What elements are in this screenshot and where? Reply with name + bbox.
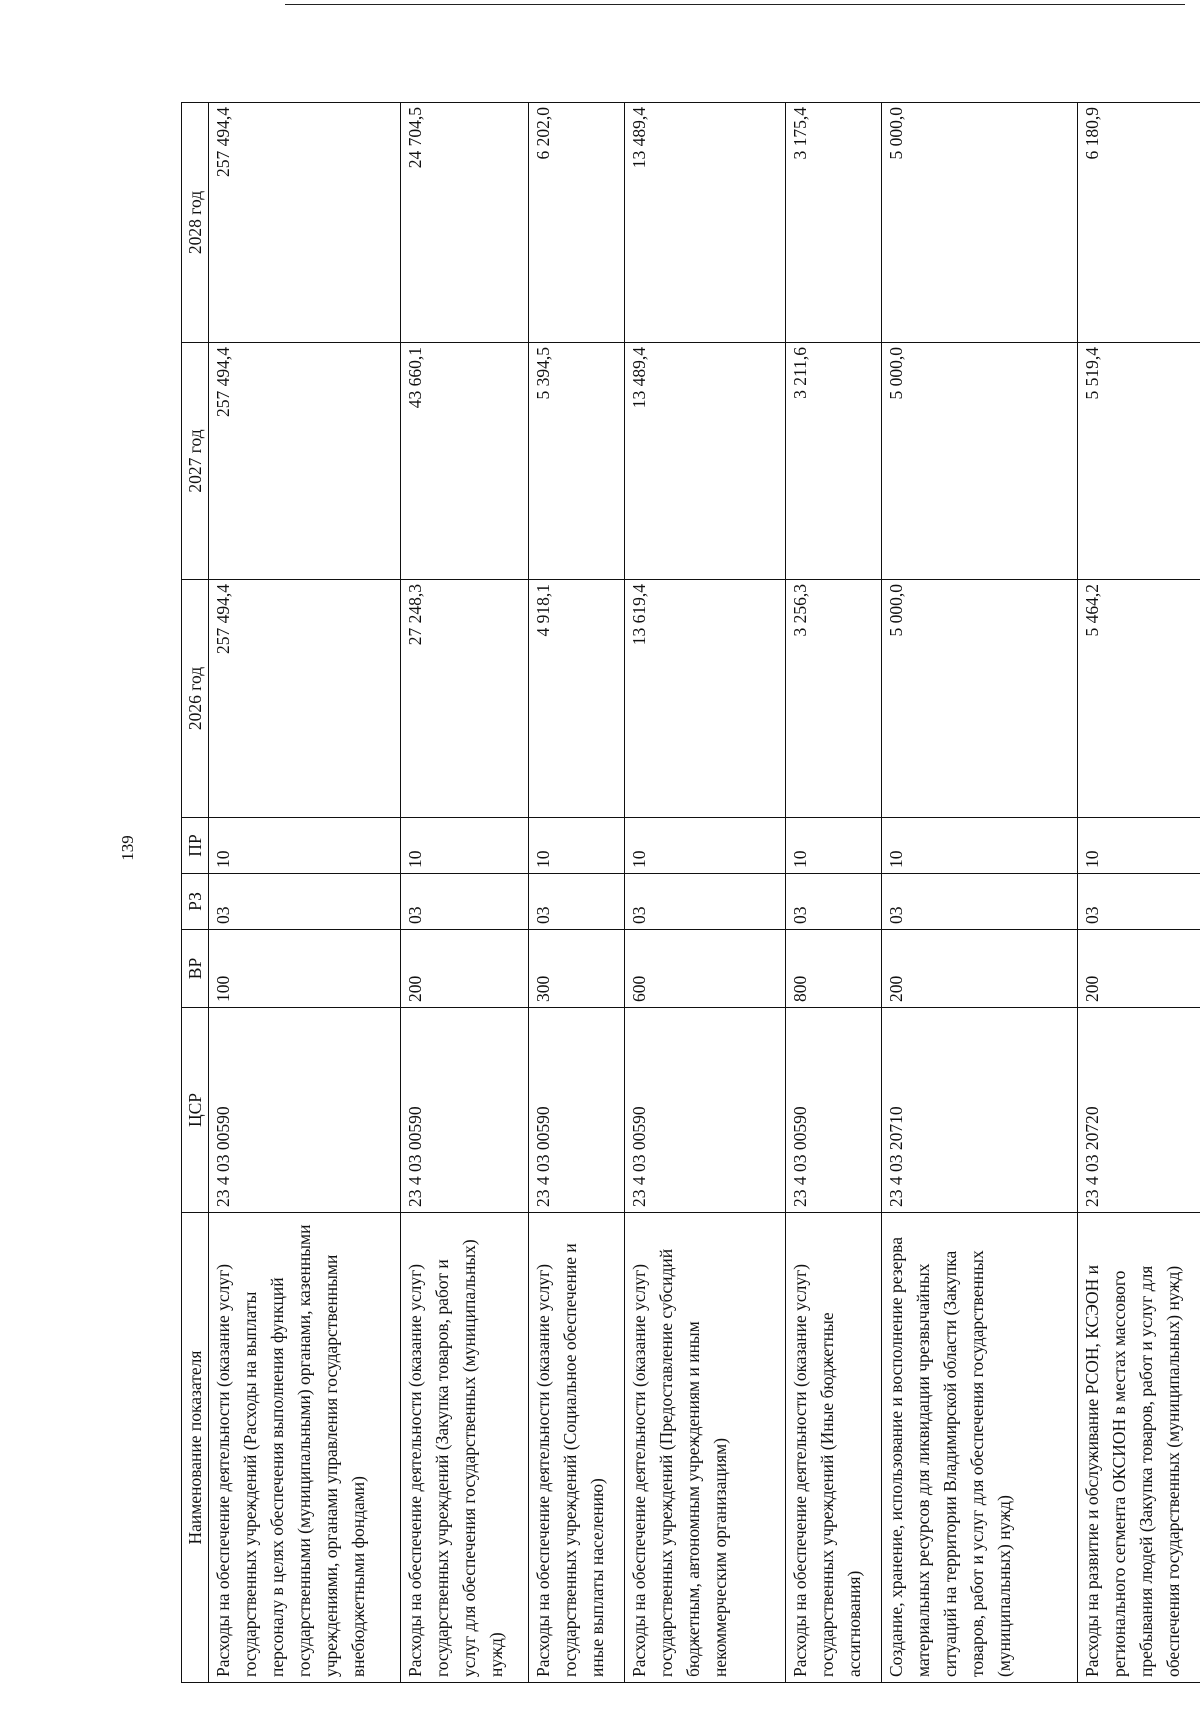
- header-rz: РЗ: [182, 874, 209, 930]
- cell-pr: 10: [401, 818, 529, 874]
- cell-2027: 3 211,6: [785, 343, 881, 580]
- cell-2028: 24 704,5: [401, 103, 529, 343]
- table-row: [529, 103, 625, 1683]
- cell-pr: 10: [785, 818, 881, 874]
- cell-2026: 13 619,4: [625, 580, 785, 818]
- header-2028: 2028 год: [182, 103, 209, 343]
- cell-name: Расходы на обеспечение деятельности (оказание услуг) государственных учреждений (Социальное обеспечение и иные выплаты населению): [529, 1213, 625, 1683]
- table-row: [881, 103, 1078, 1683]
- cell-rz: 03: [209, 874, 401, 930]
- cell-rz: 03: [529, 874, 625, 930]
- cell-csr: 23 4 03 00590: [529, 1008, 625, 1213]
- cell-2027: 5 394,5: [529, 343, 625, 580]
- header-name: Наименование показателя: [182, 1213, 209, 1683]
- cell-pr: 10: [625, 818, 785, 874]
- cell-pr: 10: [1078, 818, 1200, 874]
- cell-rz: 03: [785, 874, 881, 930]
- cell-csr: 23 4 03 20720: [1078, 1008, 1200, 1213]
- cell-name: Расходы на обеспечение деятельности (оказание услуг) государственных учреждений (Закупка товаров, работ и услуг для обеспечения государственных (муниципальных) нужд): [401, 1213, 529, 1683]
- cell-csr: 23 4 03 00590: [209, 1008, 401, 1213]
- cell-pr: 10: [529, 818, 625, 874]
- cell-csr: 23 4 03 20710: [881, 1008, 1078, 1213]
- cell-2026: 5 000,0: [881, 580, 1078, 818]
- top-rule: [285, 4, 1185, 5]
- cell-2026: 3 256,3: [785, 580, 881, 818]
- cell-vr: 200: [401, 930, 529, 1008]
- cell-vr: 800: [785, 930, 881, 1008]
- cell-vr: 200: [1078, 930, 1200, 1008]
- cell-name: Расходы на развитие и обслуживание РСОН, КСЭОН и регионального сегмента ОКСИОН в местах массового пребывания людей (Закупка товаров, работ и услуг для обеспечения государственных (муниципальных) нужд): [1078, 1213, 1200, 1683]
- cell-2028: 3 175,4: [785, 103, 881, 343]
- header-2026: 2026 год: [182, 580, 209, 818]
- header-vr: ВР: [182, 930, 209, 1008]
- cell-rz: 03: [881, 874, 1078, 930]
- table-row: [625, 103, 785, 1683]
- header-2027: 2027 год: [182, 343, 209, 580]
- cell-name: Расходы на обеспечение деятельности (оказание услуг) государственных учреждений (Предоставление субсидий бюджетным, автономным учреждениям и иным некоммерческим организациям): [625, 1213, 785, 1683]
- cell-pr: 10: [209, 818, 401, 874]
- cell-2028: 257 494,4: [209, 103, 401, 343]
- cell-csr: 23 4 03 00590: [785, 1008, 881, 1213]
- cell-rz: 03: [1078, 874, 1200, 930]
- table-row: [401, 103, 529, 1683]
- cell-2028: 6 202,0: [529, 103, 625, 343]
- header-pr: ПР: [182, 818, 209, 874]
- cell-2028: 6 180,9: [1078, 103, 1200, 343]
- table-row: [1078, 103, 1200, 1683]
- cell-csr: 23 4 03 00590: [401, 1008, 529, 1213]
- cell-csr: 23 4 03 00590: [625, 1008, 785, 1213]
- cell-2027: 5 000,0: [881, 343, 1078, 580]
- cell-2027: 257 494,4: [209, 343, 401, 580]
- cell-2027: 5 519,4: [1078, 343, 1200, 580]
- table-row: [209, 103, 401, 1683]
- cell-pr: 10: [881, 818, 1078, 874]
- header-csr: ЦСР: [182, 1008, 209, 1213]
- cell-rz: 03: [401, 874, 529, 930]
- cell-vr: 200: [881, 930, 1078, 1008]
- cell-2027: 13 489,4: [625, 343, 785, 580]
- cell-vr: 300: [529, 930, 625, 1008]
- cell-2026: 4 918,1: [529, 580, 625, 818]
- budget-table-container: [181, 103, 1200, 1683]
- cell-2028: 13 489,4: [625, 103, 785, 343]
- table-header-row: [182, 103, 209, 1683]
- cell-name: Расходы на обеспечение деятельности (оказание услуг) государственных учреждений (Иные бюджетные ассигнования): [785, 1213, 881, 1683]
- cell-name: Расходы на обеспечение деятельности (оказание услуг) государственных учреждений (Расходы на выплаты персоналу в целях обеспечения выполнения функций государственными (муниципальными) органами, казенными учреждениями, органами управления государственными внебюджетными фондами): [209, 1213, 401, 1683]
- cell-vr: 600: [625, 930, 785, 1008]
- cell-vr: 100: [209, 930, 401, 1008]
- cell-2026: 5 464,2: [1078, 580, 1200, 818]
- cell-2026: 27 248,3: [401, 580, 529, 818]
- cell-2027: 43 660,1: [401, 343, 529, 580]
- cell-2028: 5 000,0: [881, 103, 1078, 343]
- page-number: 139: [118, 835, 137, 861]
- table-row: [785, 103, 881, 1683]
- budget-table: [181, 102, 1200, 1683]
- cell-name: Создание, хранение, использование и восполнение резерва материальных ресурсов для ликвидации чрезвычайных ситуаций на территории Владимирской области (Закупка товаров, работ и услуг для обеспечения государственных (муниципальных) нужд): [881, 1213, 1078, 1683]
- cell-rz: 03: [625, 874, 785, 930]
- cell-2026: 257 494,4: [209, 580, 401, 818]
